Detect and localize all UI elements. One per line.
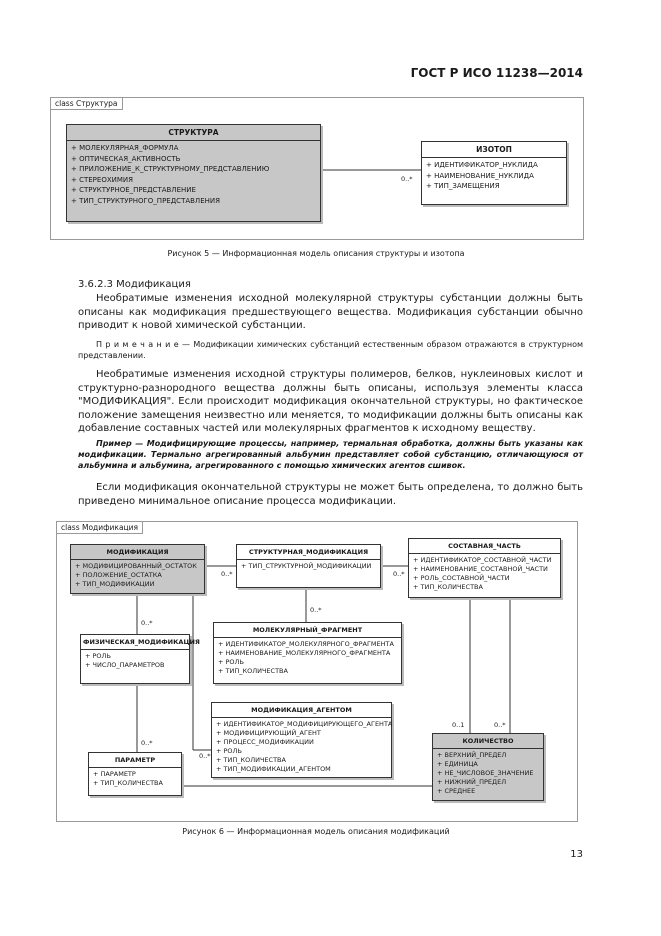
- attr: + НАИМЕНОВАНИЕ_МОЛЕКУЛЯРНОГО_ФРАГМЕНТА: [218, 649, 397, 658]
- figure-6-frame-label: class Модификация: [57, 522, 143, 534]
- document-header: ГОСТ Р ИСО 11238—2014: [410, 66, 583, 80]
- attr: + НАИМЕНОВАНИЕ_СОСТАВНОЙ_ЧАСТИ: [413, 565, 556, 574]
- attr: + ИДЕНТИФИКАТОР_МОДИФИЦИРУЮЩЕГО_АГЕНТА: [216, 720, 387, 729]
- attr: + МОДИФИЦИРОВАННЫЙ_ОСТАТОК: [75, 562, 200, 571]
- attr: + ТИП_КОЛИЧЕСТВА: [93, 779, 177, 788]
- class-physical-modification: [80, 634, 200, 684]
- attr: + РОЛЬ: [216, 747, 387, 756]
- figure-5-frame-label: class Структура: [51, 98, 123, 110]
- figure-5-caption: Рисунок 5 — Информационная модель описания структуры и изотопа: [167, 249, 465, 258]
- attr: + НИЖНИЙ_ПРЕДЕЛ: [437, 778, 539, 787]
- example: Пример — Модифицирующие процессы, например, термальная обработка, должны быть указаны как модификации. Термально агрегированный альбумин представляет собой субстанцию, отличающуюся от альбумина и альбумина, агрегированного с помощью химических агентов сшивок.: [78, 439, 583, 470]
- class-parameter: [88, 752, 182, 796]
- paragraph-2: Необратимые изменения исходной структуры полимеров, белков, нуклеиновых кислот и структурно-разнородного вещества должны быть описаны, используя элементы класса "МОДИФИКАЦИЯ". Если происходит модификация окончательной структуры, но фактическое положение замещения неизвестно или меняется, то модификации должны быть описаны как добавление составных частей или молекулярных фрагментов к исходному веществу.: [78, 369, 583, 434]
- attr: + ПОЛОЖЕНИЕ_ОСТАТКА: [75, 571, 200, 580]
- attr: + ТИП_КОЛИЧЕСТВА: [413, 583, 556, 592]
- multiplicity-label: 0..*: [141, 739, 153, 747]
- page-number: 13: [570, 849, 583, 860]
- attr: + ТИП_СТРУКТУРНОГО_ПРЕДСТАВЛЕНИЯ: [71, 196, 316, 207]
- attr: + НАИМЕНОВАНИЕ_НУКЛИДА: [426, 171, 562, 182]
- attr: + ИДЕНТИФИКАТОР_НУКЛИДА: [426, 160, 562, 171]
- attr: + МОДИФИЦИРУЮЩИЙ_АГЕНТ: [216, 729, 387, 738]
- multiplicity-label: 0..*: [310, 606, 322, 614]
- class-isotope-title: ИЗОТОП: [422, 142, 566, 158]
- attr: + ПРИЛОЖЕНИЕ_К_СТРУКТУРНОМУ_ПРЕДСТАВЛЕНИЮ: [71, 164, 316, 175]
- note: П р и м е ч а н и е — Модификации химических субстанций естественным образом отражаются в структурном представлении.: [78, 340, 583, 360]
- paragraph-1: Необратимые изменения исходной молекулярной структуры субстанции должны быть описаны как модификация предшествующего вещества. Модификация субстанции обычно приводит к новой химической субстанции.: [78, 293, 583, 331]
- attr: + СТЕРЕОХИМИЯ: [71, 175, 316, 186]
- attr: + ТИП_МОДИФИКАЦИИ_АГЕНТОМ: [216, 765, 387, 774]
- attr: + ТИП_ЗАМЕЩЕНИЯ: [426, 181, 562, 192]
- multiplicity-label: 0..*: [393, 570, 405, 578]
- class-quantity: [432, 733, 544, 801]
- section-heading: 3.6.2.3 Модификация: [78, 279, 191, 290]
- attr: + РОЛЬ: [218, 658, 397, 667]
- class-agent-modification: [211, 702, 392, 778]
- class-modification: [70, 544, 205, 594]
- multiplicity-label: 0..*: [199, 752, 211, 760]
- multiplicity-label: 0..1: [452, 721, 465, 729]
- attr: + ОПТИЧЕСКАЯ_АКТИВНОСТЬ: [71, 154, 316, 165]
- attr: + МОЛЕКУЛЯРНАЯ_ФОРМУЛА: [71, 143, 316, 154]
- attr: + НЕ_ЧИСЛОВОЕ_ЗНАЧЕНИЕ: [437, 769, 539, 778]
- attr: + СРЕДНЕЕ: [437, 787, 539, 796]
- attr: + ТИП_КОЛИЧЕСТВА: [218, 667, 397, 676]
- attr: + ВЕРХНИЙ_ПРЕДЕЛ: [437, 751, 539, 760]
- multiplicity-label: 0..*: [141, 619, 153, 627]
- multiplicity-label: 0..*: [494, 721, 506, 729]
- class-modification-title: МОДИФИКАЦИЯ: [71, 545, 204, 560]
- class-structural-modification-title: СТРУКТУРНАЯ_МОДИФИКАЦИЯ: [237, 545, 380, 560]
- class-physical-modification-title: ФИЗИЧЕСКАЯ_МОДИФИКАЦИЯ: [81, 635, 189, 650]
- multiplicity-label: 0..*: [401, 175, 413, 183]
- multiplicity-label: 0..*: [221, 570, 233, 578]
- class-agent-modification-title: МОДИФИКАЦИЯ_АГЕНТОМ: [212, 703, 391, 718]
- attr: + ТИП_МОДИФИКАЦИИ: [75, 580, 200, 589]
- attr: + ПАРАМЕТР: [93, 770, 177, 779]
- attr: + ПРОЦЕСС_МОДИФИКАЦИИ: [216, 738, 387, 747]
- attr: + ИДЕНТИФИКАТОР_МОЛЕКУЛЯРНОГО_ФРАГМЕНТА: [218, 640, 397, 649]
- attr: + ТИП_СТРУКТУРНОЙ_МОДИФИКАЦИИ: [241, 562, 376, 571]
- class-quantity-title: КОЛИЧЕСТВО: [433, 734, 543, 749]
- class-molecular-fragment-title: МОЛЕКУЛЯРНЫЙ_ФРАГМЕНТ: [214, 623, 401, 638]
- attr: + ТИП_КОЛИЧЕСТВА: [216, 756, 387, 765]
- class-molecular-fragment: [213, 622, 402, 684]
- paragraph-3: Если модификация окончательной структуры не может быть определена, то должно быть приведено минимальное описание процесса модификации.: [78, 482, 583, 507]
- attr: + СТРУКТУРНОЕ_ПРЕДСТАВЛЕНИЕ: [71, 185, 316, 196]
- class-parameter-title: ПАРАМЕТР: [89, 753, 181, 768]
- attr: + ЕДИНИЦА: [437, 760, 539, 769]
- class-structural-modification: [236, 544, 381, 588]
- attr: + РОЛЬ: [85, 652, 185, 661]
- class-component: [408, 538, 561, 598]
- attr: + ЧИСЛО_ПАРАМЕТРОВ: [85, 661, 185, 670]
- figure-6-caption: Рисунок 6 — Информационная модель описания модификаций: [182, 827, 450, 836]
- class-component-title: СОСТАВНАЯ_ЧАСТЬ: [409, 539, 560, 554]
- attr: + ИДЕНТИФИКАТОР_СОСТАВНОЙ_ЧАСТИ: [413, 556, 556, 565]
- attr: + РОЛЬ_СОСТАВНОЙ_ЧАСТИ: [413, 574, 556, 583]
- class-structure-title: СТРУКТУРА: [67, 125, 320, 141]
